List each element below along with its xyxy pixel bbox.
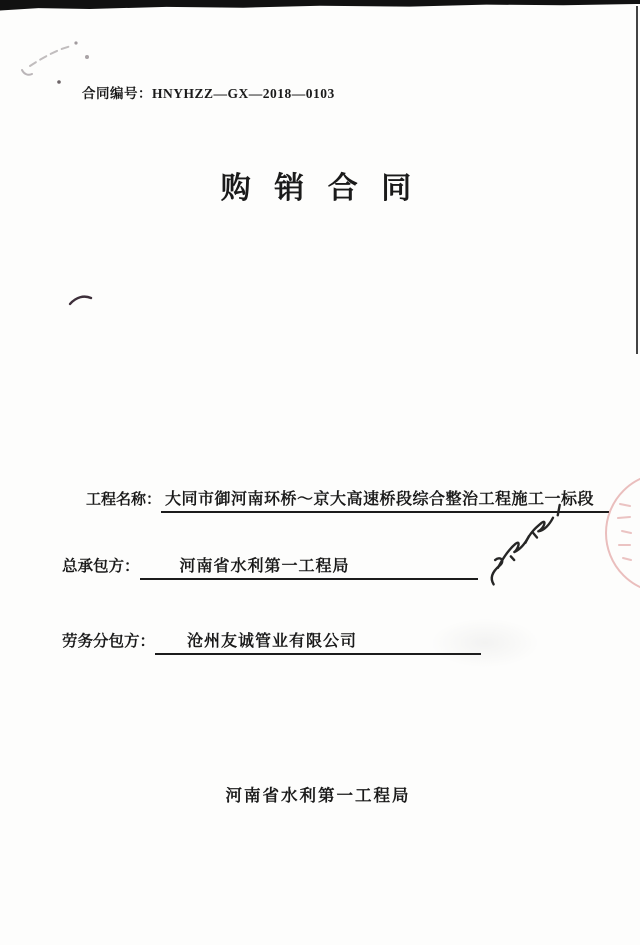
labor-subcontractor-label: 劳务分包方： <box>62 633 156 650</box>
scan-smudge <box>430 618 540 668</box>
pen-tick-icon <box>68 292 94 308</box>
handwritten-signature <box>472 498 576 597</box>
contract-number-line <box>82 82 335 102</box>
contract-number-label: 合同编号： <box>82 86 152 101</box>
general-contractor-value: 河南省水利第一工程局 <box>140 553 478 580</box>
project-name-label: 工程名称： <box>86 492 162 508</box>
field-row-general-contractor <box>62 553 478 580</box>
project-name-value: 大同市御河南环桥～京大高速桥段综合整治工程施工一标段 <box>161 486 609 513</box>
field-row-labor-subcontractor <box>62 628 481 655</box>
general-contractor-label: 总承包方： <box>62 558 140 575</box>
contract-number-value: HNYHZZ—GX—2018—0103 <box>152 86 335 101</box>
seal-inner-marks <box>610 498 640 568</box>
scan-top-band <box>0 0 640 11</box>
footer-organization: 河南省水利第一工程局 <box>225 786 411 805</box>
document-title: 购 销 合 同 <box>220 172 420 205</box>
labor-subcontractor-value: 沧州友诚管业有限公司 <box>155 628 481 655</box>
pen-marks-icon <box>12 30 102 85</box>
